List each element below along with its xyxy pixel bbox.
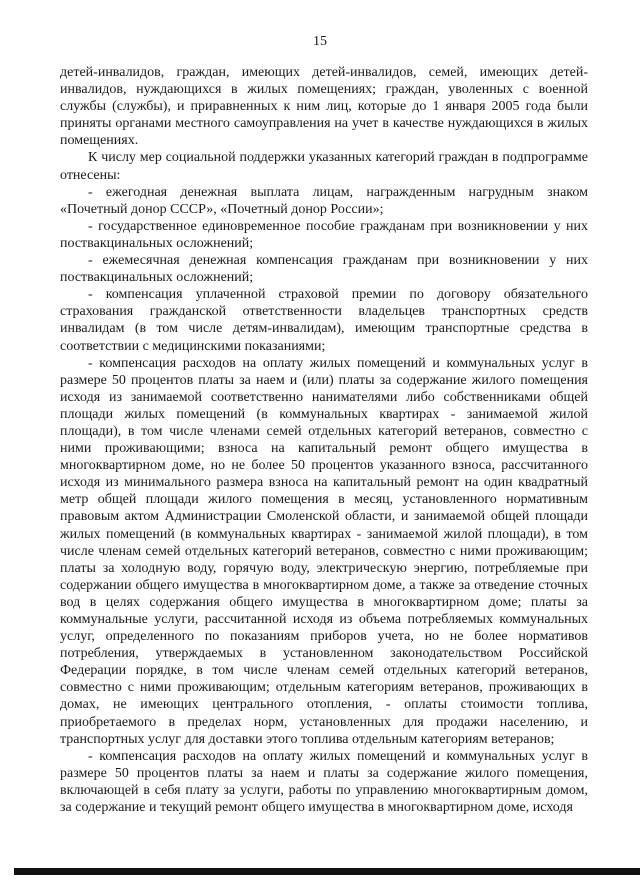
list-item-donor-payment: - ежегодная денежная выплата лицам, награжденным нагрудным знаком «Почетный донор СССР», «Почетный донор России»; [60, 184, 588, 217]
paragraph-support-measures-intro: К числу мер социальной поддержки указанных категорий граждан в подпрограмме отнесены: [60, 150, 588, 183]
list-item-one-time-allowance: - государственное единовременное пособие гражданам при возникновении у них поствакцинальных осложнений; [60, 218, 588, 251]
paragraph-continuation: детей-инвалидов, граждан, имеющих детей-инвалидов, семей, имеющих детей-инвалидов, нуждающихся в жилых помещениях; граждан, уволенных с военной службы (службы), и приравненных к ним лиц, которые до 1 января 2005 года были приняты органами местного самоуправления на учет в качестве нуждающихся в жилых помещениях. [60, 65, 588, 149]
page-number: 15 [313, 34, 327, 49]
list-item-insurance-compensation: - компенсация уплаченной страховой премии по договору обязательного страхования гражданской ответственности владельцев транспортных средств инвалидам (в том числе детям-инвалидам), имеющим транспортные средства в соответствии с медицинскими показаниями; [60, 287, 588, 354]
list-item-housing-compensation-rent: - компенсация расходов на оплату жилых помещений и коммунальных услуг в размере 50 процентов платы за наем и платы за содержание жилого помещения, включающей в себя плату за услуги, работы по управлению многоквартирным домом, за содержание и текущий ремонт общего имущества в многоквартирном доме, исходя [60, 748, 588, 816]
list-item-housing-compensation-veterans: - компенсация расходов на оплату жилых помещений и коммунальных услуг в размере 50 процентов платы за наем и (или) платы за содержание жилого помещения исходя из занимаемой соответственно нанимателями либо собственниками общей площади жилых помещений (в коммунальных квартирах - занимаемой жилой площади), в том числе членами семей отдельных категорий ветеранов, совместно с ними проживающими; взноса на капитальный ремонт общего имущества в многоквартирном доме, но не более 50 процентов указанного взноса, рассчитанного исходя из минимального размера взноса на капитальный ремонт на один квадратный метр общей площади жилого помещения в месяц, установленного нормативным правовым актом Администрации Смоленской области, и занимаемой общей площади жилых помещений (в коммунальных квартирах - занимаемой жилой площади), в том числе членам семей отдельных категорий ветеранов, совместно с ними проживающим; платы за холодную воду, горячую воду, электрическую энергию, потребляемые при содержании общего имущества в многоквартирном доме, а также за отведение сточных вод в целях содержания общего имущества в многоквартирном доме; платы за коммунальные услуги, рассчитанной исходя из объема потребляемых коммунальных услуг, определенного по показаниям приборов учета, но не более нормативов потребления, утверждаемых в установленном законодательством Российской Федерации порядке, в том числе членам семей отдельных категорий ветеранов, совместно с ними проживающим; отдельным категориям ветеранов, проживающих в домах, не имеющих центрального отопления, - оплаты стоимости топлива, приобретаемого в пределах норм, установленных для продажи населению, и транспортных услуг для доставки этого топлива отдельным категориям ветеранов; [60, 355, 588, 747]
list-item-monthly-compensation: - ежемесячная денежная компенсация гражданам при возникновении у них поствакцинальных осложнений; [60, 253, 588, 286]
document-body [60, 64, 588, 816]
bottom-scan-border [14, 868, 640, 875]
